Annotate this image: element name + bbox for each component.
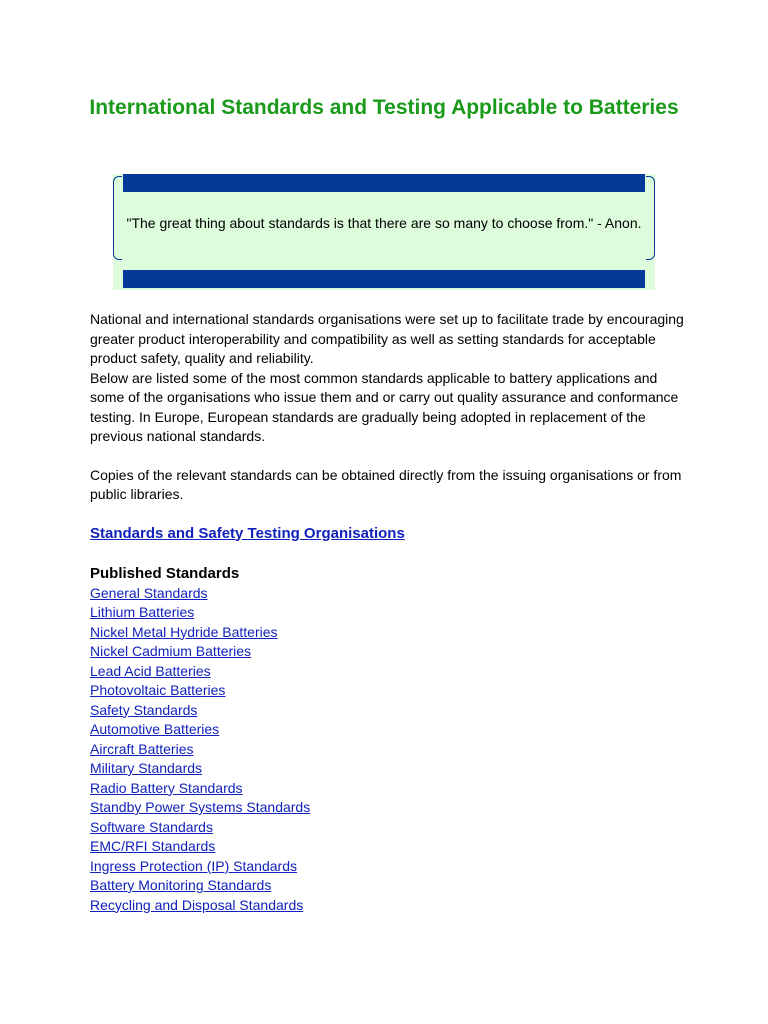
copies-paragraph: Copies of the relevant standards can be obtained directly from the issuing organisations or from public libraries. — [90, 466, 682, 502]
list-item — [90, 720, 690, 740]
quote-bottom-bar — [123, 270, 645, 288]
main-content — [90, 310, 690, 915]
standard-link-nickel-cadmium[interactable]: Nickel Cadmium Batteries — [90, 643, 252, 659]
list-item — [90, 681, 690, 701]
published-standards-heading: Published Standards — [90, 564, 240, 582]
quote-text: "The great thing about standards is that there are so many to choose from." - Anon. — [126, 215, 642, 231]
quote-bracket-right — [646, 176, 655, 260]
standard-link-nickel-metal-hydride[interactable]: Nickel Metal Hydride Batteries — [90, 623, 278, 640]
list-item — [90, 779, 690, 799]
standard-link-photovoltaic[interactable]: Photovoltaic Batteries — [90, 682, 226, 698]
list-item — [90, 818, 690, 838]
list-item — [90, 759, 690, 779]
standard-link-software[interactable]: Software Standards — [90, 818, 213, 835]
list-item — [90, 876, 690, 896]
standard-link-aircraft[interactable]: Aircraft Batteries — [90, 740, 194, 757]
standard-link-emc-rfi[interactable]: EMC/RFI Standards — [90, 838, 216, 854]
standard-link-automotive[interactable]: Automotive Batteries — [90, 721, 220, 737]
standard-link-lithium[interactable]: Lithium Batteries — [90, 604, 195, 620]
standard-link-battery-monitoring[interactable]: Battery Monitoring Standards — [90, 877, 272, 893]
list-item — [90, 896, 690, 916]
standard-link-recycling-disposal[interactable]: Recycling and Disposal Standards — [90, 896, 304, 913]
quote-bracket-left — [113, 176, 122, 260]
standard-link-safety[interactable]: Safety Standards — [90, 701, 198, 718]
quote-top-bar — [123, 174, 645, 192]
standard-link-standby-power[interactable]: Standby Power Systems Standards — [90, 799, 311, 815]
list-item — [90, 662, 690, 682]
intro-paragraph-2: Below are listed some of the most common standards applicable to battery applications and some of the organisations who issue them and or carry out quality assurance and conformance testing. In Europe, European standards are gradually being adopted in replacement of the previous national standards. — [90, 369, 679, 444]
page-title: International Standards and Testing Applicable to Batteries — [89, 96, 679, 119]
standard-link-ingress-protection[interactable]: Ingress Protection (IP) Standards — [90, 857, 297, 874]
paragraph-spacer — [90, 447, 690, 466]
list-item — [90, 642, 690, 662]
quote-box — [113, 174, 655, 290]
list-item — [90, 603, 690, 623]
list-item — [90, 798, 690, 818]
standards-list — [90, 584, 690, 916]
list-item — [90, 857, 690, 877]
intro-paragraph-1: National and international standards organisations were set up to facilitate trade by encouraging greater product interoperability and compatibility as well as setting standards for acceptable product safety, quality and reliability. — [90, 311, 684, 366]
list-item — [90, 623, 690, 643]
organisations-link[interactable]: Standards and Safety Testing Organisations — [90, 524, 405, 542]
standard-link-radio-battery[interactable]: Radio Battery Standards — [90, 779, 243, 796]
list-item — [90, 584, 690, 604]
standard-link-general[interactable]: General Standards — [90, 584, 208, 601]
standard-link-military[interactable]: Military Standards — [90, 760, 203, 776]
list-item — [90, 701, 690, 721]
list-item — [90, 740, 690, 760]
list-item — [90, 837, 690, 857]
standard-link-lead-acid[interactable]: Lead Acid Batteries — [90, 662, 211, 679]
